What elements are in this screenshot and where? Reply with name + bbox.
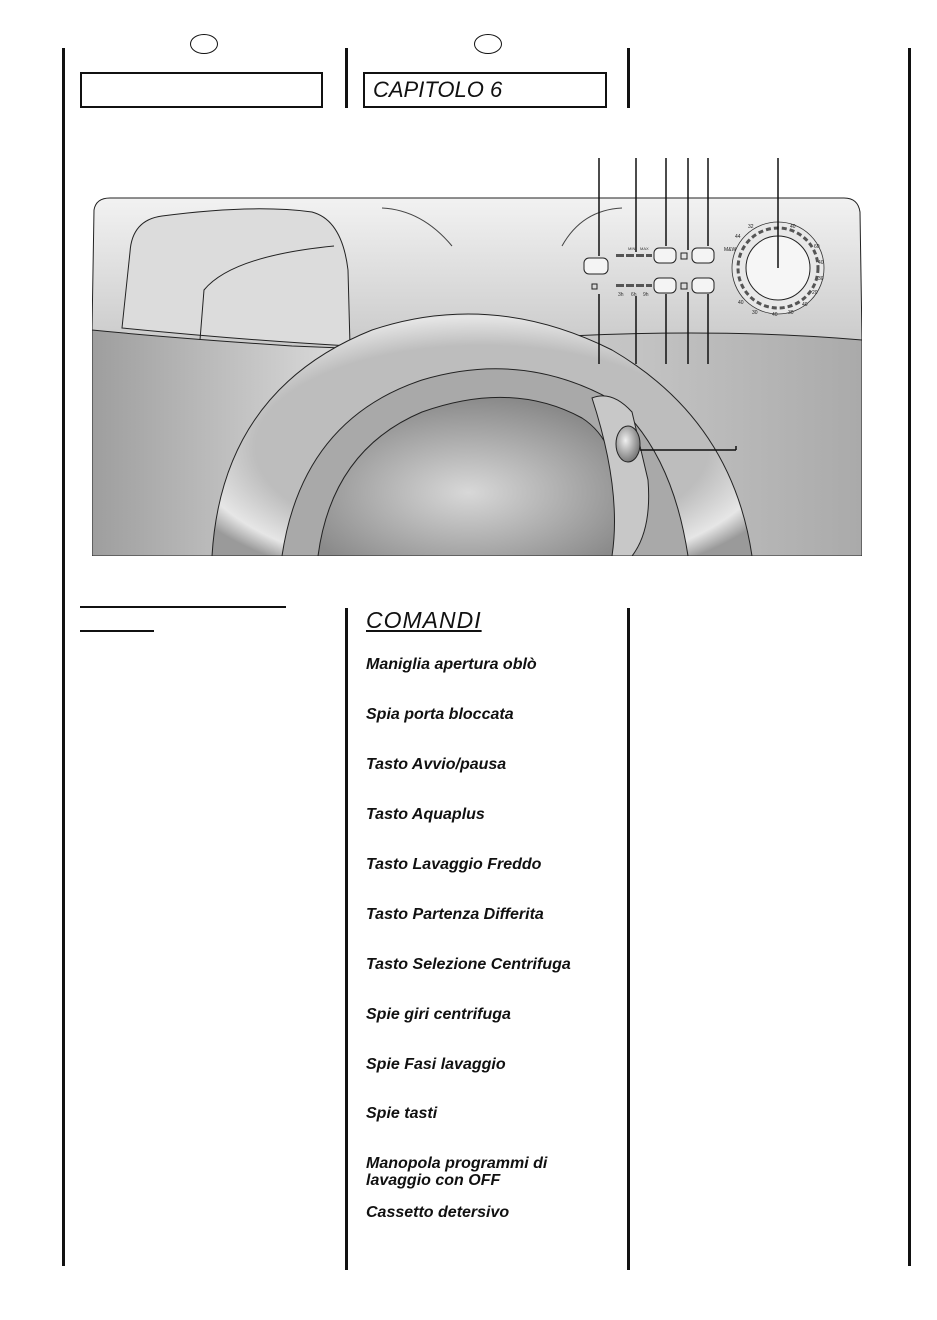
- svg-text:30: 30: [818, 276, 824, 282]
- control-item-button-leds: Spie tasti: [366, 1105, 438, 1122]
- control-item-detergent-drawer: Cassetto detersivo: [366, 1204, 510, 1221]
- column-rule-right: [627, 48, 630, 108]
- column-rule-left: [62, 48, 65, 1266]
- washing-machine-illustration: [92, 150, 862, 556]
- left-column-subheading-rule: [80, 630, 154, 632]
- svg-text:30: 30: [752, 310, 758, 316]
- control-item-spin-select: Tasto Selezione Centrifuga: [366, 956, 571, 973]
- svg-text:9h: 9h: [643, 292, 649, 298]
- control-item-delay-start: Tasto Partenza Differita: [366, 906, 544, 923]
- start-pause-button-shape: [584, 258, 608, 274]
- spin-leds: [616, 254, 652, 257]
- control-item-program-dial: Manopola programmi di lavaggio con OFF: [366, 1155, 548, 1189]
- svg-text:M&W: M&W: [724, 247, 737, 253]
- cold-wash-button-shape: [692, 248, 714, 263]
- svg-text:40: 40: [790, 224, 796, 230]
- control-item-start-pause: Tasto Avvio/pausa: [366, 756, 507, 773]
- control-item-door-handle: Maniglia apertura oblò: [366, 656, 537, 673]
- svg-text:3h: 3h: [618, 292, 624, 298]
- svg-text:40: 40: [802, 302, 808, 308]
- chapter-box-left: [80, 72, 323, 108]
- svg-text:40: 40: [772, 312, 778, 318]
- chapter-title: CAPITOLO 6: [373, 77, 503, 102]
- delay-button-shape: [654, 278, 676, 293]
- svg-text:40: 40: [818, 260, 824, 266]
- left-column-heading-rule: [80, 606, 286, 608]
- svg-text:60: 60: [814, 244, 820, 250]
- phase-leds: [616, 284, 652, 287]
- column-rule-far-right: [908, 48, 911, 1266]
- svg-text:20: 20: [812, 290, 818, 296]
- detergent-drawer-outline: [122, 209, 350, 346]
- control-item-aquaplus: Tasto Aquaplus: [366, 806, 485, 823]
- svg-text:32: 32: [748, 224, 754, 230]
- svg-text:6h: 6h: [631, 292, 637, 298]
- svg-text:40: 40: [738, 300, 744, 306]
- svg-text:MAX: MAX: [640, 246, 649, 251]
- column-rule-right-lower: [627, 608, 630, 1270]
- control-item-door-lock-light: Spia porta bloccata: [366, 706, 514, 723]
- aquaplus-button-shape: [654, 248, 676, 263]
- door-handle: [616, 426, 640, 462]
- spin-button-shape: [692, 278, 714, 293]
- column-rule-center: [345, 48, 348, 108]
- control-item-spin-leds: Spie giri centrifuga: [366, 1006, 511, 1023]
- svg-text:30: 30: [788, 310, 794, 316]
- svg-text:MIN: MIN: [628, 246, 636, 251]
- control-item-cold-wash: Tasto Lavaggio Freddo: [366, 856, 542, 873]
- column-rule-center-lower: [345, 608, 348, 1270]
- controls-title: COMANDI: [366, 607, 482, 633]
- language-circle-left: [190, 34, 218, 54]
- chapter-box-italian: [363, 72, 607, 108]
- svg-text:44: 44: [735, 234, 741, 240]
- language-circle-middle: [474, 34, 502, 54]
- control-item-phase-leds: Spie Fasi lavaggio: [366, 1056, 506, 1073]
